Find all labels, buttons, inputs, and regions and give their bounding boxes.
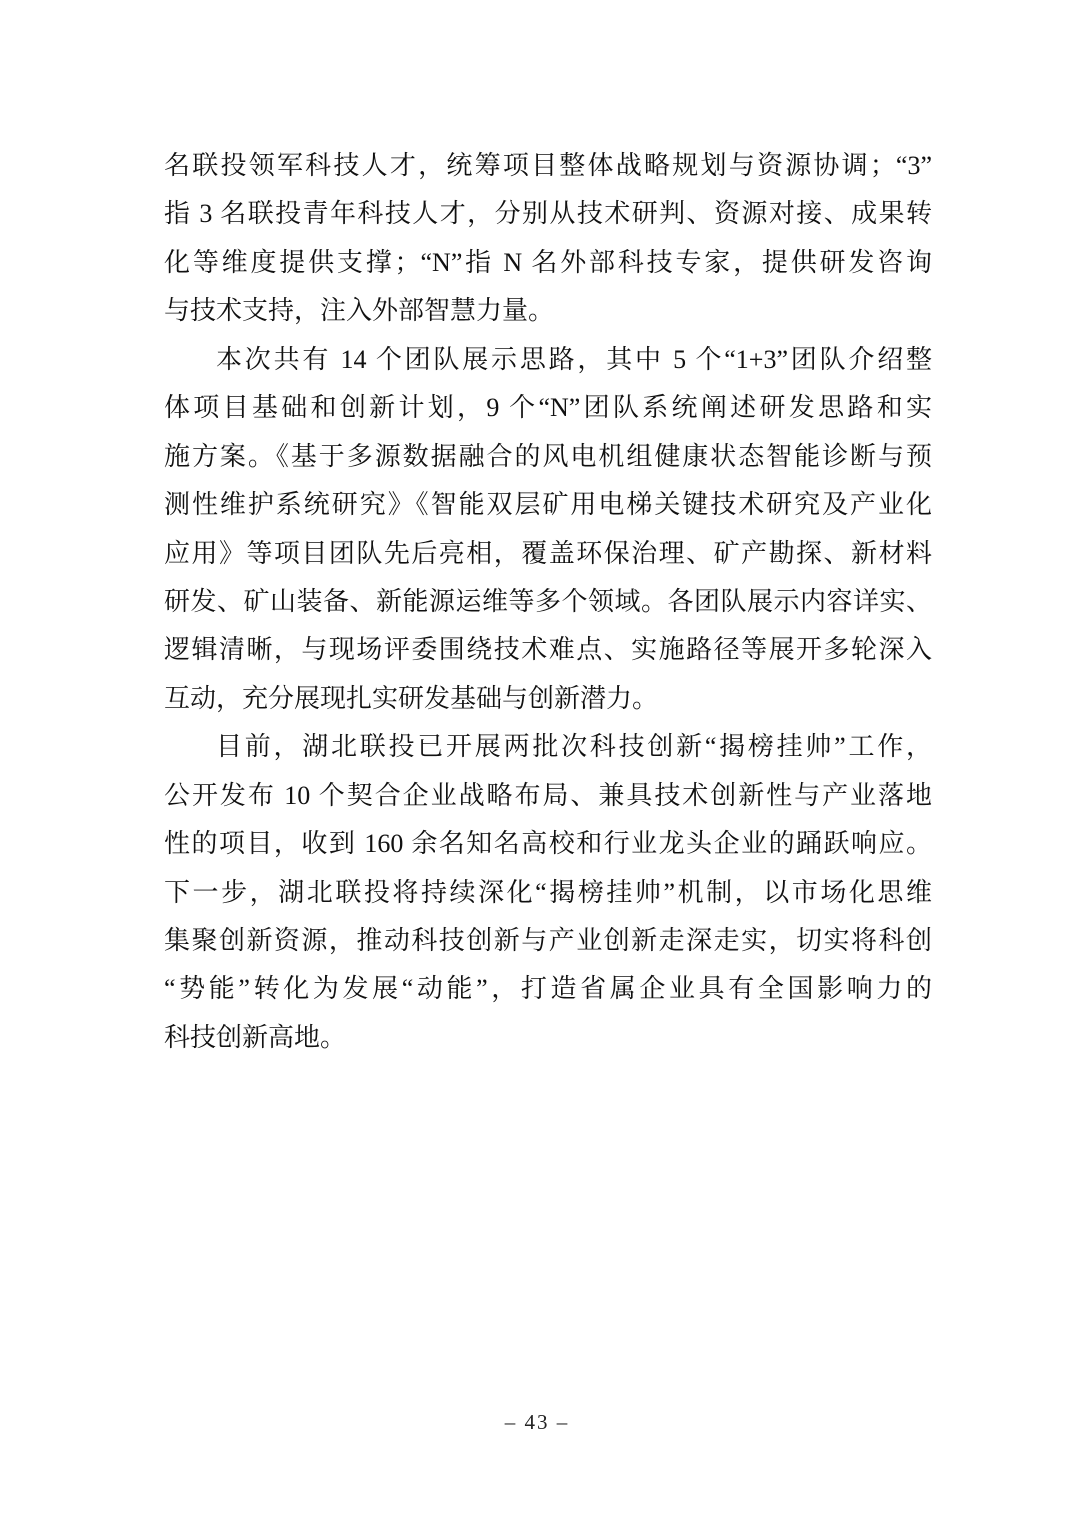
text-line: 逻辑清晰，与现场评委围绕技术难点、实施路径等展开多轮深入	[164, 635, 932, 665]
text-line: 研发、矿山装备、新能源运维等多个领域。各团队展示内容详实、	[164, 586, 932, 616]
text-line: 应用》等项目团队先后亮相，覆盖环保治理、矿产勘探、新材料	[164, 538, 932, 568]
text-line: 科技创新高地。	[164, 1022, 347, 1052]
text-line: 互动，充分展现扎实研发基础与创新潜力。	[164, 683, 659, 713]
text-line: 与技术支持，注入外部智慧力量。	[164, 296, 555, 326]
text-line: 目前，湖北联投已开展两批次科技创新“揭榜挂帅”工作，	[216, 732, 932, 762]
page-number-text: – 43 –	[504, 1410, 570, 1434]
text-line: 本次共有 14 个团队展示思路，其中 5 个“1+3”团队介绍整	[216, 344, 932, 374]
text-line: 测性维护系统研究》《智能双层矿用电梯关键技术研究及产业化	[164, 490, 932, 520]
text-line: 施方案。《基于多源数据融合的风电机组健康状态智能诊断与预	[164, 441, 932, 471]
text-line: 性的项目，收到 160 余名知名高校和行业龙头企业的踊跃响应。	[164, 829, 932, 859]
text-line: 化等维度提供支撑；“N”指 N 名外部科技专家，提供研发咨询	[164, 247, 932, 277]
text-line: 名联投领军科技人才，统筹项目整体战略规划与资源协调；“3”	[164, 151, 932, 180]
page-number	[0, 1410, 1074, 1435]
text-line: “势能”转化为发展“动能”，打造省属企业具有全国影响力的	[164, 974, 932, 1004]
text-line: 集聚创新资源，推动科技创新与产业创新走深走实，切实将科创	[164, 926, 932, 955]
document-body	[164, 142, 932, 1062]
text-line: 体项目基础和创新计划，9 个“N”团队系统阐述研发思路和实	[164, 393, 932, 423]
text-line: 指 3 名联投青年科技人才，分别从技术研判、资源对接、成果转	[164, 199, 932, 229]
text-line: 下一步，湖北联投将持续深化“揭榜挂帅”机制，以市场化思维	[164, 877, 932, 907]
text-line: 公开发布 10 个契合企业战略布局、兼具技术创新性与产业落地	[164, 780, 932, 810]
